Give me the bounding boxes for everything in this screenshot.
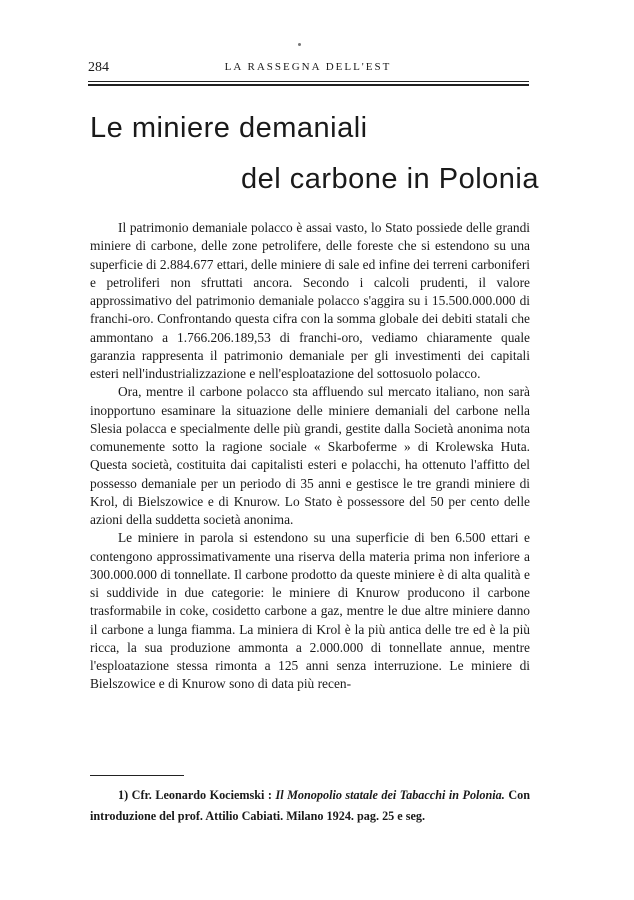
page-number: 284 (88, 60, 109, 75)
footnote-marker: 1) (118, 788, 129, 802)
footnote (90, 785, 530, 827)
page-header (88, 60, 528, 78)
article-title-line-2: del carbone in Polonia (241, 163, 539, 195)
article-body (90, 219, 530, 694)
paragraph-3: Le miniere in parola si estendono su una superficie di ben 6.500 ettari e contengono approssimativamente una riserva della materia prima non inferiore a 300.000.000 di tonnellate. Il carbone prodotto da queste miniere è di alta qualità e si suddivide in due categorie: le miniere di Knurow producono il carbone trasformabile in coke, cosidetto carbone a gaz, mentre le due altre miniere danno il carbone a lunga fiamma. La miniera di Krol è la più antica delle tre ed è la più ricca, la sua produzione ammonta a 2.000.000 di tonnellate annue, mentre l'esploatazione stessa rimonta a 125 anni senza interruzione. Le miniere di Bielszowice e di Knurow sono di data più recen- (90, 530, 530, 692)
header-rule-thin (88, 81, 529, 82)
footnote-rule (90, 775, 184, 776)
paragraph-2: Ora, mentre il carbone polacco sta affluendo sul mercato italiano, non sarà inopportuno esaminare la situazione delle miniere demaniali del carbone nella Slesia polacca e specialmente delle più grandi, gestite dalla Società anonima nota comunemente sotto la ragione sociale « Skarboferme » di Krolewska Huta. Questa società, costituita dai capitalisti esteri e polacchi, ha ottenuto l'affitto del possesso demaniale per un periodo di 35 anni e gestisce le tre grandi miniere di Krol, di Bielszowice e di Knurow. Lo Stato è possessore del 50 per cento delle azioni della suddetta società anonima. (90, 384, 530, 527)
ink-dot (298, 43, 301, 46)
footnote-work-title: Il Monopolio statale dei Tabacchi in Polonia. (275, 788, 505, 802)
footnote-author: Cfr. Leonardo Kociemski : (131, 788, 272, 802)
article-title-line-1: Le miniere demaniali (90, 112, 368, 144)
footnote-details: Con introduzione del prof. Attilio Cabiati. Milano 1924. pag. 25 e seg. (90, 788, 530, 823)
running-title: LA RASSEGNA DELL'EST (224, 61, 392, 73)
header-rule-thick (88, 84, 529, 86)
paragraph-1: Il patrimonio demaniale polacco è assai vasto, lo Stato possiede delle grandi miniere di carbone, delle zone petrolifere, delle foreste che si estendono su una superficie di 2.884.677 ettari, delle miniere di sale ed infine dei terreni carboniferi e petroliferi non sfruttati ancora. Secondo i calcoli prudenti, il valore approssimativo del patrimonio demaniale polacco s'aggira su i 15.500.000.000 di franchi-oro. Confrontando questa cifra con la somma globale dei debiti statali che ammontano a 1.766.206.189,53 di franchi-oro, vediamo chiaramente quale garanzia rappresenta il patrimonio demaniale per gli investimenti dei capitali esteri nell'industrializzazione e nell'esploatazione del sottosuolo polacco. (90, 220, 530, 381)
